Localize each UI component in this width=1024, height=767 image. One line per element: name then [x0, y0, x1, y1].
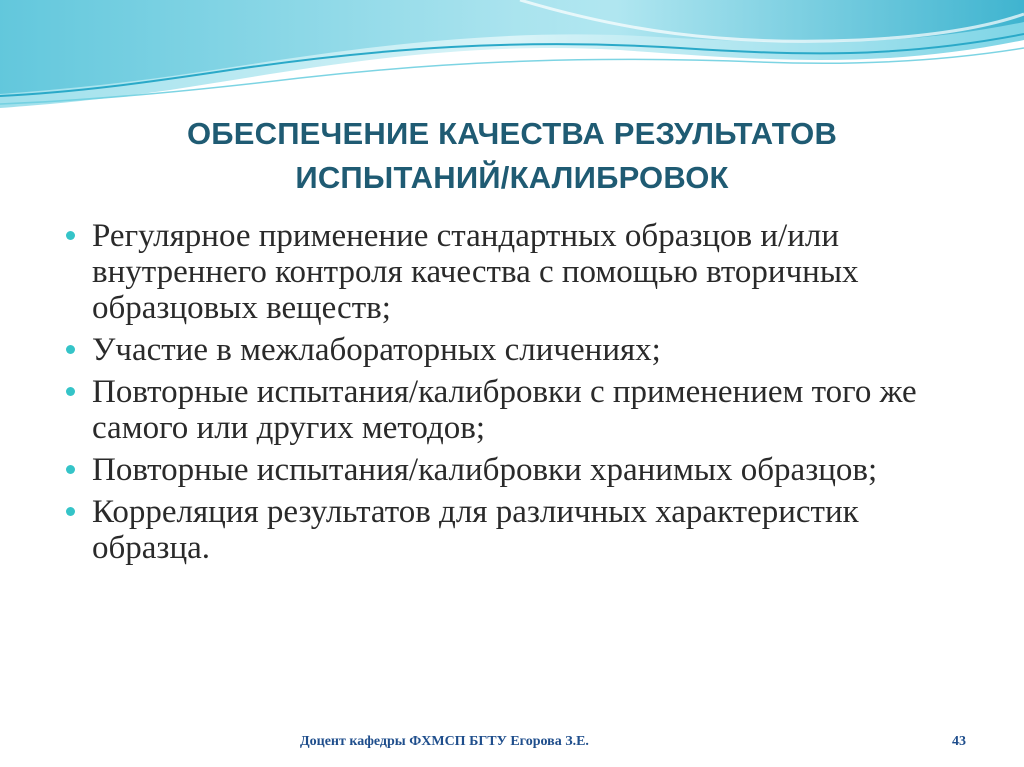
bullet-text: Регулярное применение стандартных образцов и/или внутреннего контроля качества с помощью вторичных образцовых веществ;: [92, 218, 859, 326]
bullet-item: [66, 374, 966, 446]
slide-title-line-2: ИСПЫТАНИЙ/КАЛИБРОВОК: [295, 160, 729, 195]
bullet-text: Повторные испытания/калибровки с применением того же самого или других методов;: [92, 374, 917, 446]
footer-author: Доцент кафедры ФХМСП БГТУ Егорова З.Е.: [300, 734, 589, 749]
bullet-dot-icon: [66, 507, 75, 516]
bullet-item: [66, 494, 966, 566]
slide-title: [60, 112, 964, 200]
bullet-text: Корреляция результатов для различных характеристик образца.: [92, 494, 859, 566]
page-number: 43: [952, 734, 966, 749]
bullet-list: [66, 218, 966, 572]
header-wave-decoration: [0, 0, 1024, 130]
bullet-item: [66, 218, 966, 326]
slide-footer: [0, 734, 1024, 758]
bullet-dot-icon: [66, 465, 75, 474]
bullet-item: [66, 452, 966, 488]
bullet-item: [66, 332, 966, 368]
bullet-dot-icon: [66, 231, 75, 240]
bullet-text: Повторные испытания/калибровки хранимых образцов;: [92, 452, 878, 488]
bullet-dot-icon: [66, 345, 75, 354]
bullet-text: Участие в межлабораторных сличениях;: [92, 332, 661, 368]
slide-title-line-1: ОБЕСПЕЧЕНИЕ КАЧЕСТВА РЕЗУЛЬТАТОВ: [186, 116, 838, 151]
bullet-dot-icon: [66, 387, 75, 396]
